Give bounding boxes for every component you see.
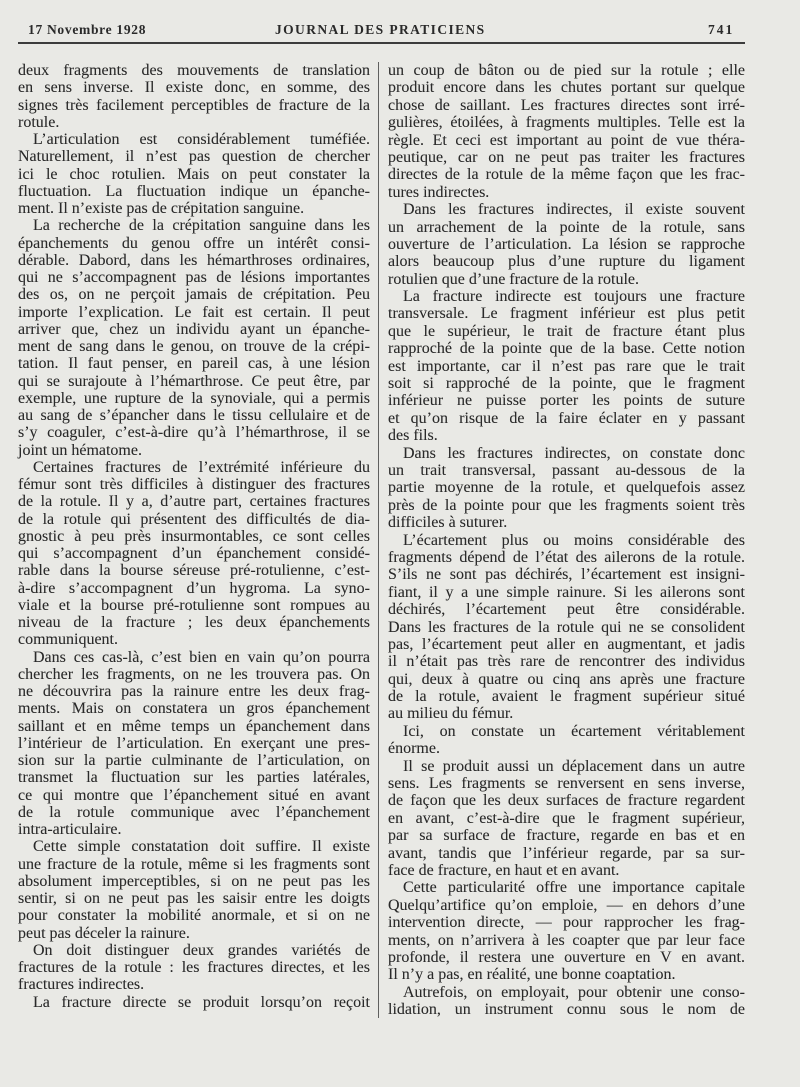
- text-line: Cette simple constatation doit suffire. Il existe: [33, 838, 370, 856]
- text-line: avant, tandis que l’inférieur regarde, par sa sur-: [388, 844, 745, 862]
- text-line: transversale. Le fragment inférieur est plus petit: [388, 305, 745, 323]
- text-line: sens. Les fragments se renversent en sens inverse,: [388, 775, 745, 793]
- paragraph: [18, 459, 370, 649]
- text-line: L’écartement plus ou moins considérable des: [403, 531, 745, 549]
- text-line: près de la pointe pour que les fragments soient très: [388, 496, 745, 514]
- left-column: [18, 62, 370, 1011]
- text-line: épanchements du genou offre un intérêt consi-: [18, 234, 370, 252]
- paragraph: [388, 62, 745, 201]
- text-line: qui ne s’accompagnent pas de lésions importantes: [18, 269, 370, 286]
- text-line: rable dans la bourse séreuse pré-rotulienne, c’est-: [18, 562, 370, 580]
- text-line: ment. Il n’existe pas de crépitation sanguine.: [18, 200, 305, 217]
- text-line: dérable. Dabord, dans les hémarthroses ordinaires,: [18, 251, 370, 269]
- text-line: ments, on n’arrivera à les coapter que par leur face: [388, 931, 745, 949]
- text-line: l’intérieur de l’articulation. En exerçant une pres-: [18, 734, 370, 752]
- text-line: ouverture de l’articulation. La lésion se rapproche: [388, 235, 745, 253]
- text-line: Dans les fractures de la rotule qui ne se consolident: [388, 618, 745, 636]
- text-line: rotulien que d’une fracture de la rotule.: [388, 270, 639, 288]
- text-line: des fils.: [388, 427, 438, 445]
- text-line: qui se surajoute à l’hémarthrose. Ce peut être, par: [18, 372, 370, 390]
- paragraph: [18, 131, 370, 217]
- text-line: une fracture de la rotule, même si les fragments sont: [18, 855, 370, 873]
- paragraph: [388, 723, 745, 758]
- column-divider: [378, 62, 379, 1018]
- text-line: L’articulation est considérablement tuméfiée.: [33, 131, 370, 148]
- page-number: 741: [708, 22, 735, 37]
- text-line: déchirés, l’écartement peut être considérable.: [388, 601, 745, 619]
- text-line: il n’était pas très rare de rencontrer des individus: [388, 653, 745, 671]
- text-line: ce qui montre que l’épanchement situé en avant: [18, 786, 370, 804]
- text-line: de la rotule qui présentent des difficultés de dia-: [18, 510, 370, 528]
- text-line: Quelqu’artifice qu’on emploie, — en dehors d’une: [388, 896, 745, 914]
- text-line: transmet la fluctuation sur les parties latérales,: [18, 769, 370, 787]
- text-line: profonde, il restera une ouverture en V en avant.: [388, 948, 745, 966]
- text-line: inférieur ne puisse porter les points de suture: [388, 392, 745, 410]
- text-line: des os, on ne perçoit jamais de crépitation. Peu: [18, 286, 370, 304]
- text-line: ments. Mais on constatera un gros épanchement: [18, 700, 370, 718]
- text-line: fluctuation. La fluctuation indique un épanche-: [18, 182, 370, 200]
- text-line: Il se produit aussi un déplacement dans un autre: [403, 757, 745, 775]
- paragraph: [18, 649, 370, 839]
- text-line: fragments dépend de l’état des ailerons de la rotule.: [388, 548, 745, 566]
- text-line: La fracture indirecte est toujours une fracture: [403, 288, 745, 306]
- paragraph: [388, 758, 745, 880]
- text-line: s’y coaguler, c’est-à-dire qu’à l’hémarthrose, il se: [18, 424, 370, 442]
- text-line: directes de la rotule de la même façon que les frac-: [388, 166, 745, 184]
- text-line: de façon que les deux surfaces de fracture regardent: [388, 792, 745, 810]
- text-line: est importante, car il n’est pas rare que le trait: [388, 357, 745, 375]
- text-line: joint un hématome.: [18, 441, 142, 459]
- text-line: gulières, étoilées, à fragments multiples. Telle est la: [388, 114, 745, 132]
- text-line: La recherche de la crépitation sanguine dans les: [33, 217, 370, 235]
- text-line: pour constater la mobilité anormale, et si on ne: [18, 907, 370, 925]
- text-line: fémur sont très difficiles à distinguer des fractures: [18, 476, 370, 493]
- text-line: que le supérieur, le trait de fracture étant plus: [388, 322, 745, 340]
- text-line: On doit distinguer deux grandes variétés de: [33, 941, 370, 959]
- paragraph: [388, 288, 745, 445]
- header-rule: [18, 42, 745, 44]
- text-line: sentir, si on ne peut pas les saisir entre les doigts: [18, 890, 370, 907]
- text-line: rotule.: [18, 113, 60, 131]
- text-line: viale et la bourse pré-rotulienne sont rompues au: [18, 596, 370, 614]
- text-line: ne découvrira pas la rainure entre les deux frag-: [18, 683, 370, 700]
- text-line: pas, l’écartement peut aller en augmentant, et jadis: [388, 635, 745, 653]
- text-line: importe l’explication. Le fait est certain. Il peut: [18, 303, 370, 321]
- text-line: fiant, il y a une simple rainure. Si les ailerons sont: [388, 583, 745, 601]
- text-line: un arrachement de la pointe de la rotule, sans: [388, 218, 745, 236]
- text-line: un trait transversal, passant au-dessous de la: [388, 461, 745, 479]
- right-column: [388, 62, 745, 1018]
- text-line: tures indirectes.: [388, 183, 490, 201]
- text-line: Ici, on constate un écartement véritablement: [403, 722, 745, 740]
- text-line: lidation, un instrument connu sous le nom de: [388, 1001, 745, 1019]
- text-line: un coup de bâton ou de pied sur la rotule ; elle: [388, 62, 745, 79]
- text-line: difficiles à suturer.: [388, 514, 508, 532]
- paragraph: [388, 879, 745, 983]
- text-line: peut pas déceler la rainure.: [18, 924, 190, 942]
- issue-date: 17 Novembre 1928: [28, 22, 147, 37]
- text-line: produit encore dans les chutes portant sur quelque: [388, 79, 745, 97]
- text-line: Dans les fractures indirectes, on constate donc: [403, 444, 745, 462]
- text-line: Certaines fractures de l’extrémité inférieure du: [33, 458, 370, 476]
- text-line: chercher les fragments, on ne les trouvera pas. On: [18, 665, 370, 683]
- text-line: gnostic à peu près insurmontables, ce sont celles: [18, 527, 370, 545]
- text-line: Autrefois, on employait, pour obtenir une conso-: [403, 983, 745, 1001]
- text-line: fractures de la rotule : les fractures directes, et les: [18, 959, 370, 976]
- text-line: par sa surface de fracture, regarde en bas et en: [388, 827, 745, 845]
- text-line: deux fragments des mouvements de translation: [18, 62, 370, 79]
- running-head: [0, 0, 800, 44]
- paragraph: [388, 532, 745, 723]
- text-line: soit si rapproché de la pointe, que le fragment: [388, 375, 745, 393]
- text-line: chose de saillant. Les fractures directes sont irré-: [388, 96, 745, 114]
- text-line: saillant et en même temps un épanchement dans: [18, 717, 370, 735]
- paragraph: [18, 217, 370, 459]
- text-line: partie moyenne de la rotule, et quelquefois assez: [388, 479, 745, 497]
- text-line: au sang de s’épancher dans le tissu cellulaire et de: [18, 407, 370, 424]
- paragraph: [18, 62, 370, 131]
- paragraph: [18, 942, 370, 994]
- text-line: ici le choc rotulien. Mais on peut constater la: [18, 165, 370, 183]
- text-line: absolument imperceptibles, si on ne peut pas les: [18, 872, 370, 890]
- paragraph: [18, 838, 370, 942]
- text-line: de la rotule, avaient le fragment supérieur situé: [388, 688, 745, 706]
- text-line: qui s’accompagnent d’un épanchement considé-: [18, 545, 370, 562]
- text-line: peutique, car on ne peut pas traiter les fractures: [388, 148, 745, 166]
- text-line: Naturellement, il n’est pas question de chercher: [18, 148, 370, 166]
- text-line: niveau de la fracture ; les deux épanchements: [18, 614, 370, 631]
- text-line: en avant, c’est-à-dire que le fragment supérieur,: [388, 809, 745, 827]
- paragraph: [388, 201, 745, 288]
- paragraph: [388, 445, 745, 532]
- text-line: à-dire s’accompagnent d’un hygroma. La syno-: [18, 579, 370, 597]
- text-line: de la rotule communique avec l’épanchement: [18, 803, 370, 821]
- text-line: en sens inverse. Il existe donc, en somme, des: [18, 79, 370, 97]
- text-line: tation. Il faut penser, en pareil cas, à une lésion: [18, 355, 370, 373]
- text-line: et qu’on risque de la faire éclater en y passant: [388, 409, 745, 427]
- text-line: sion sur la partie culminante de l’articulation, on: [18, 752, 370, 769]
- journal-title: JOURNAL DES PRATICIENS: [275, 22, 486, 37]
- text-line: intervention directe, — pour rapprocher les frag-: [388, 914, 745, 932]
- text-line: ment de sang dans le genou, on trouve de la crépi-: [18, 338, 370, 355]
- text-line: communiquent.: [18, 631, 118, 649]
- text-line: face de fracture, en haut et en avant.: [388, 861, 620, 879]
- text-line: rapproché de la pointe que de la base. Cette notion: [388, 340, 745, 358]
- text-line: Dans les fractures indirectes, il existe souvent: [403, 201, 745, 219]
- paragraph: [18, 994, 370, 1011]
- text-line: Cette particularité offre une importance capitale: [403, 879, 745, 897]
- text-line: de la rotule. Il y a, d’autre part, certaines fractures: [18, 493, 370, 511]
- text-line: exemple, une rupture de la synoviale, qui a permis: [18, 389, 370, 407]
- text-line: fractures indirectes.: [18, 976, 145, 994]
- text-line: Il n’y a pas, en réalité, une bonne coaptation.: [388, 966, 676, 984]
- text-line: intra-articulaire.: [18, 821, 122, 838]
- text-line: signes très facilement perceptibles de fracture de la: [18, 96, 370, 114]
- text-line: qui, deux à quatre ou cinq ans après une fracture: [388, 670, 745, 688]
- text-line: alors beaucoup plus d’une rupture du ligament: [388, 253, 745, 271]
- text-line: S’ils ne sont pas déchirés, l’écartement est insigni-: [388, 566, 745, 584]
- text-line: arriver que, chez un individu ayant un épanche-: [18, 320, 370, 338]
- text-line: La fracture directe se produit lorsqu’on reçoit: [33, 993, 370, 1011]
- text-line: Dans ces cas-là, c’est bien en vain qu’on pourra: [33, 648, 370, 666]
- paragraph: [388, 984, 745, 1019]
- text-line: au milieu du fémur.: [388, 705, 514, 723]
- text-line: énorme.: [388, 740, 440, 758]
- text-line: règle. Et ceci est important au point de vue théra-: [388, 131, 745, 149]
